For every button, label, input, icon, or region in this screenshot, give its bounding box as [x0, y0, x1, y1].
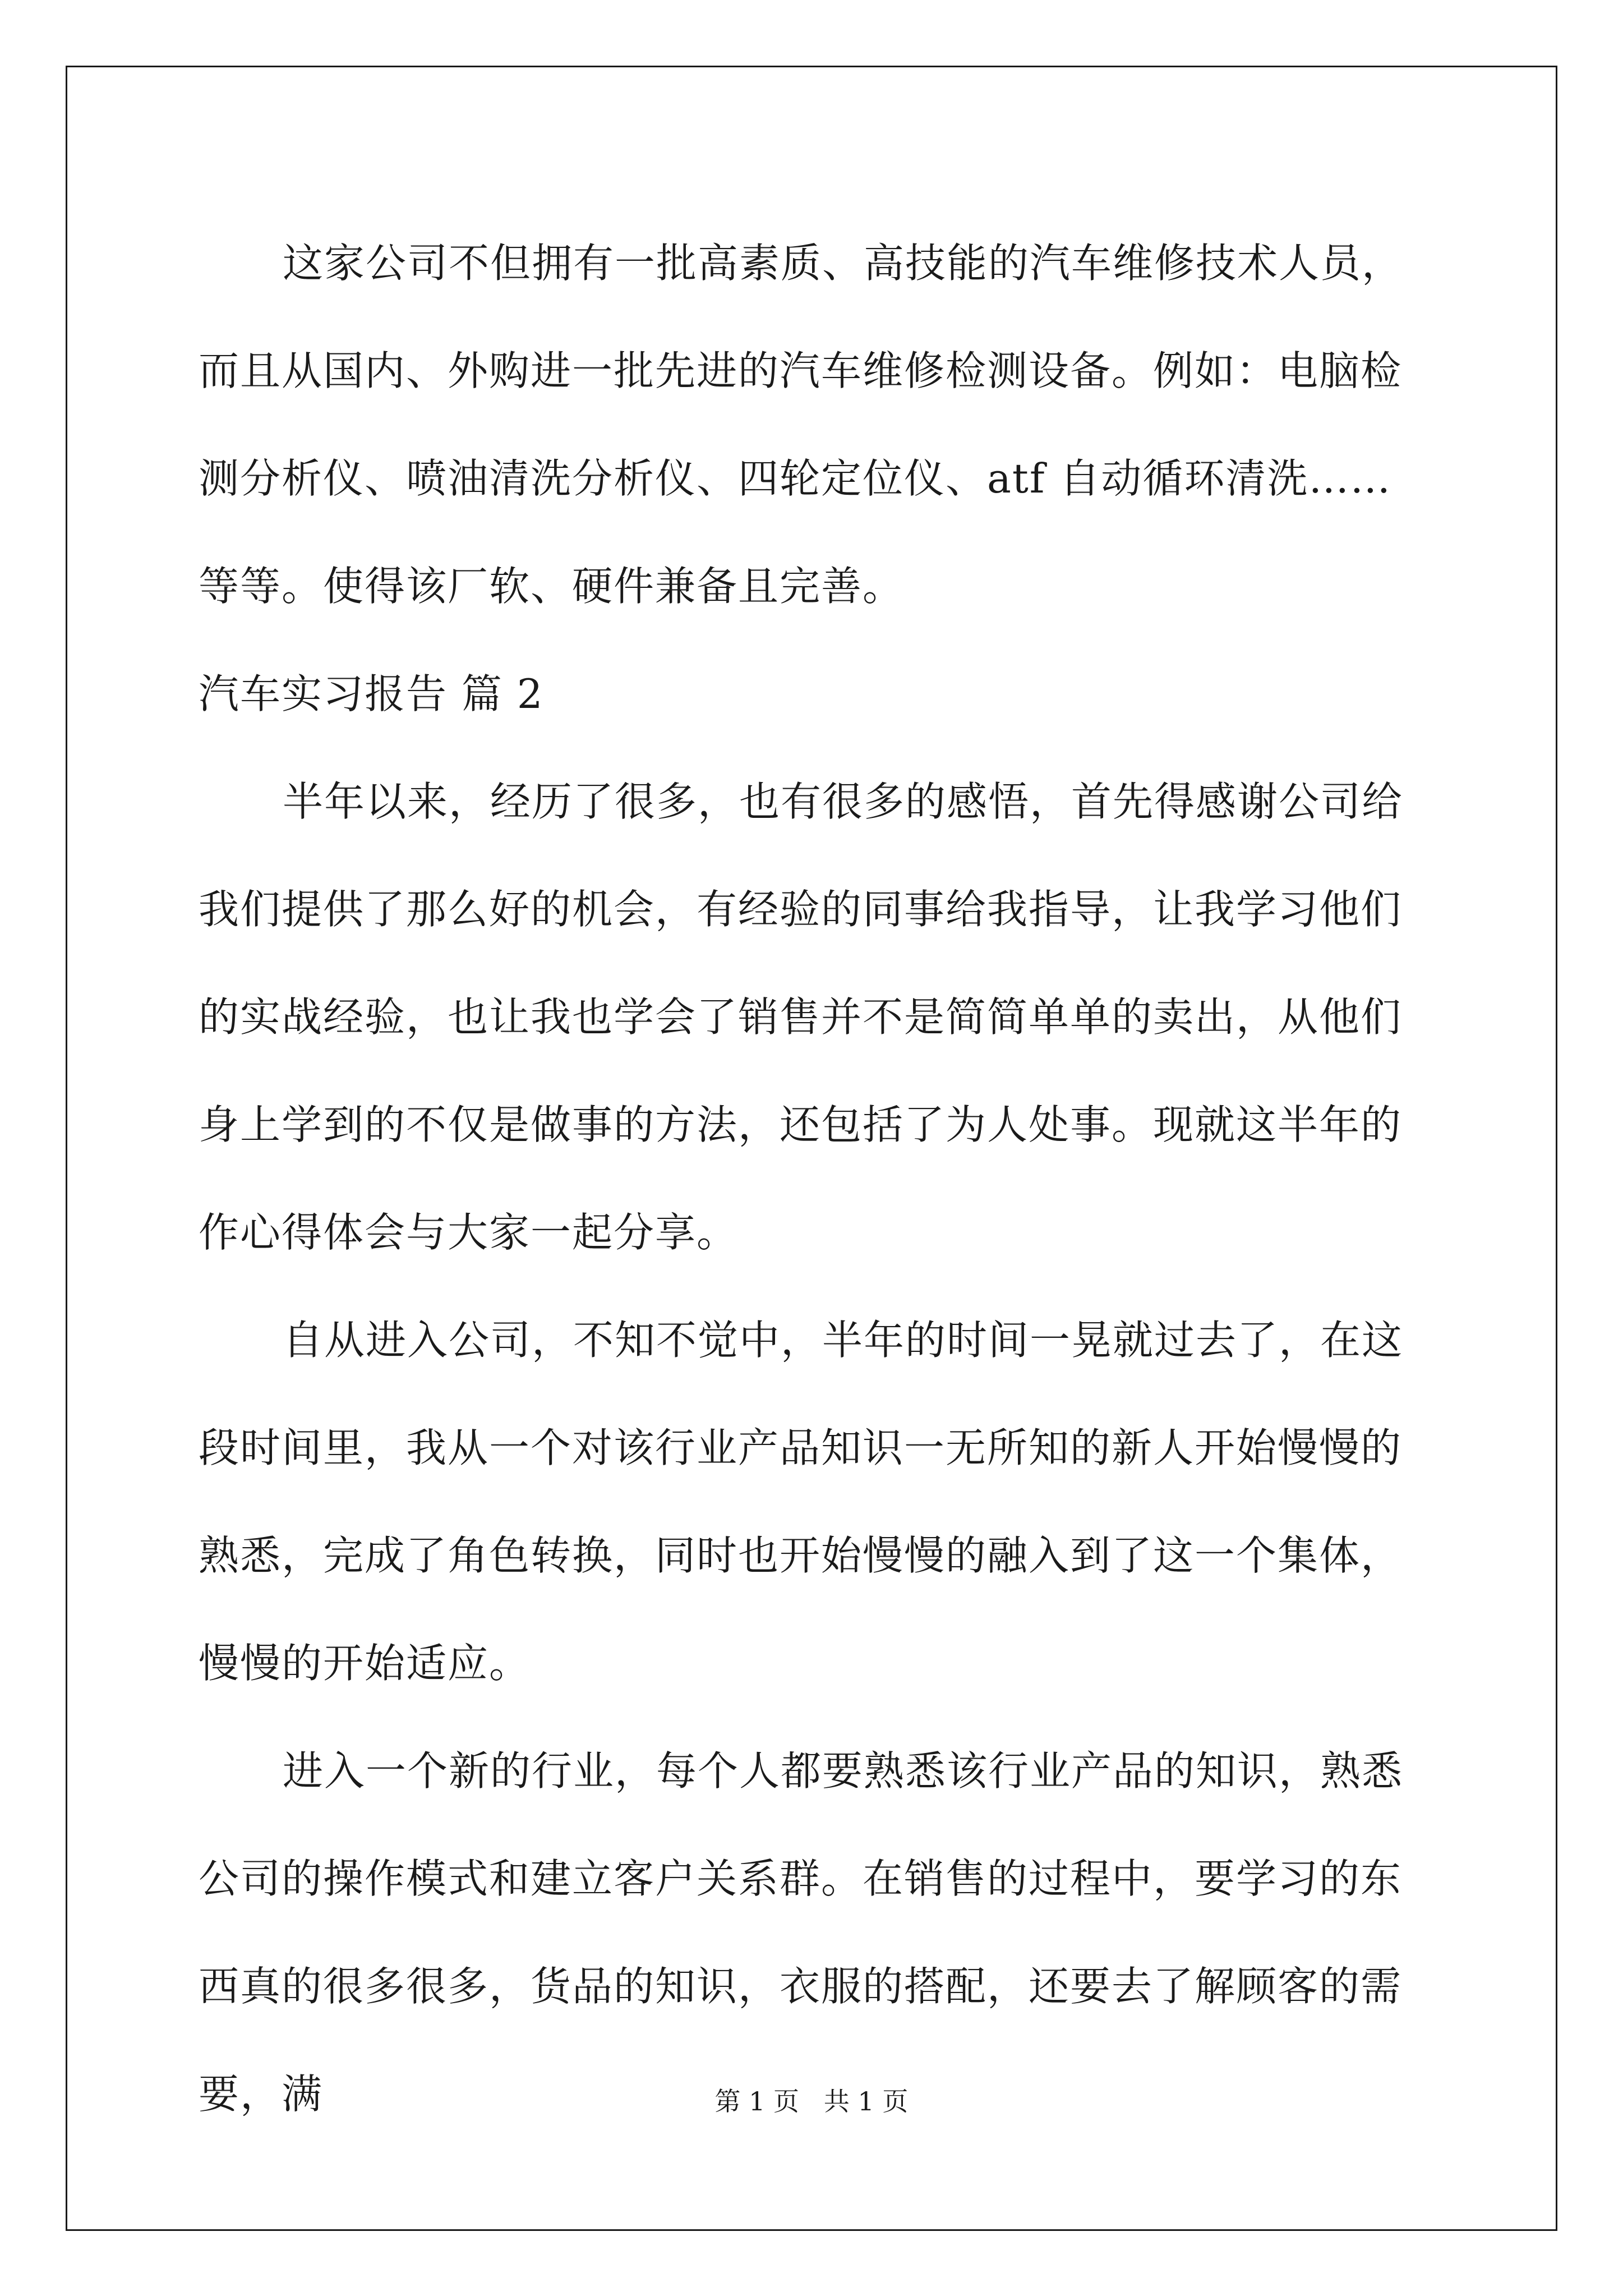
paragraph-intro: 这家公司不但拥有一批高素质、高技能的汽车维修技术人员，而且从国内、外购进一批先进的汽车维修检测设备。例如：电脑检测分析仪、喷油清洗分析仪、四轮定位仪、atf 自动循环清洗……等等。使得该厂软、硬件兼备且完善。	[199, 240, 1404, 610]
paragraph-2: 自从进入公司，不知不觉中，半年的时间一晃就过去了，在这段时间里，我从一个对该行业产品知识一无所知的新人开始慢慢的熟悉，完成了角色转换，同时也开始慢慢的融入到了这一个集体，慢慢的开始适应。	[199, 1317, 1404, 1687]
paragraph-3: 进入一个新的行业，每个人都要熟悉该行业产品的知识，熟悉公司的操作模式和建立客户关系群。在销售的过程中，要学习的东西真的很多很多，货品的知识，衣服的搭配，还要去了解顾客的需要，满	[199, 1747, 1404, 2118]
page-number-footer: 第 1 页 共 1 页	[714, 2086, 909, 2116]
document-body	[199, 209, 1427, 2148]
paragraph-1: 半年以来，经历了很多，也有很多的感悟，首先得感谢公司给我们提供了那么好的机会，有经验的同事给我指导，让我学习他们的实战经验，也让我也学会了销售并不是简简单单的卖出，从他们身上学到的不仅是做事的方法，还包括了为人处事。现就这半年的作心得体会与大家一起分享。	[199, 778, 1404, 1256]
section-heading: 汽车实习报告 篇 2	[199, 670, 544, 717]
